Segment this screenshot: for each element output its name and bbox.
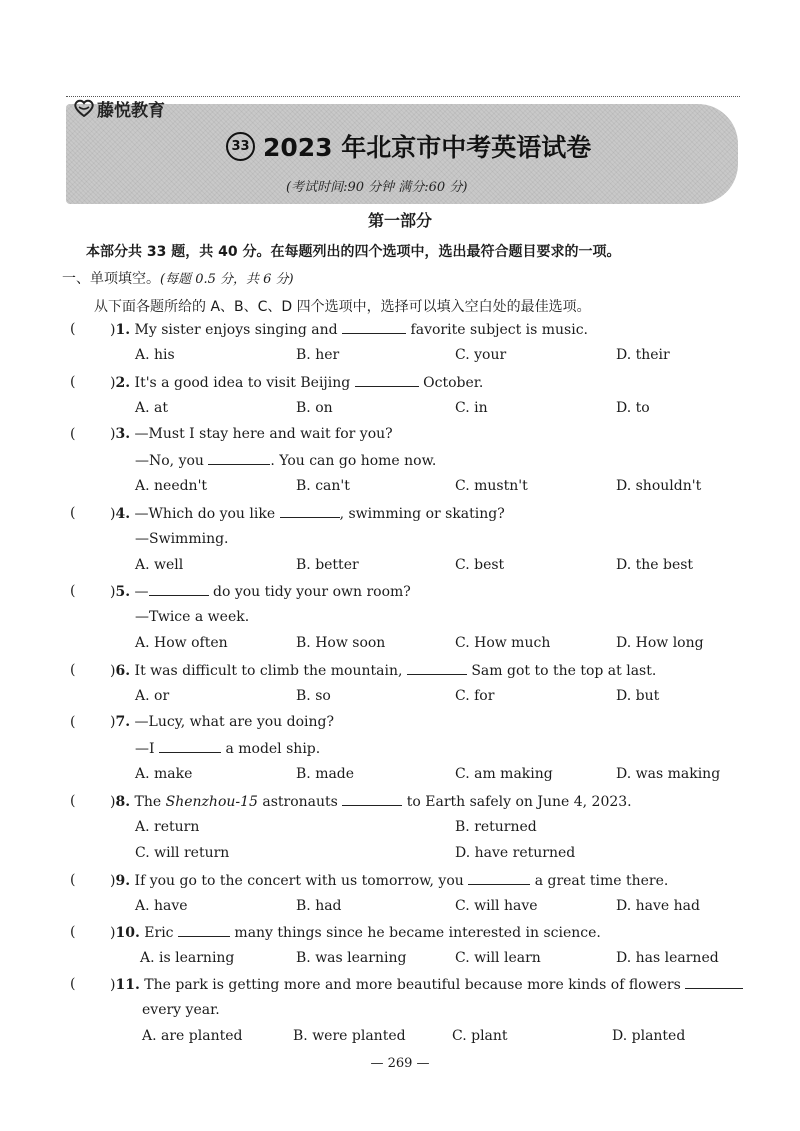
question-1: )1. My sister enjoys singing and favorite subject is music. [110, 322, 589, 338]
option-d[interactable]: D. their [616, 347, 670, 363]
part-title: 第一部分 [367, 211, 432, 230]
question-3: )3. —Must I stay here and wait for you? [110, 426, 393, 442]
option-c[interactable]: C. will have [455, 898, 538, 914]
answer-paren: ( [70, 662, 76, 678]
brand-logo [74, 96, 165, 120]
question-4-reply: —Swimming. [135, 531, 229, 547]
section-note: (每题 0.5 分，共 6 分) [160, 272, 294, 287]
exam-info: (考试时间:90 分钟 满分:60 分) [286, 180, 468, 195]
question-5-reply: —Twice a week. [135, 609, 250, 625]
option-b[interactable]: B. were planted [293, 1028, 406, 1044]
option-b[interactable]: B. returned [455, 819, 537, 835]
option-d[interactable]: D. was making [616, 766, 721, 782]
option-b[interactable]: B. How soon [296, 635, 386, 651]
option-b[interactable]: B. had [296, 898, 342, 914]
answer-blank[interactable] [342, 321, 406, 334]
answer-blank[interactable] [178, 924, 230, 937]
answer-paren: ( [70, 793, 76, 809]
section-heading-text: 一、单项填空。 [62, 271, 160, 287]
option-a[interactable]: A. make [135, 766, 193, 782]
option-b[interactable]: B. on [296, 400, 333, 416]
option-a[interactable]: A. his [135, 347, 175, 363]
option-d[interactable]: D. have returned [455, 845, 576, 861]
exam-title-text: 2023 年北京市中考英语试卷 [263, 133, 592, 162]
answer-blank[interactable] [407, 662, 467, 675]
answer-blank[interactable] [159, 740, 221, 753]
answer-paren: ( [70, 872, 76, 888]
question-3-reply: —No, you . You can go home now. [135, 453, 437, 469]
option-b[interactable]: B. can't [296, 478, 350, 494]
option-b[interactable]: B. so [296, 688, 331, 704]
answer-blank[interactable] [685, 976, 743, 989]
answer-paren: ( [70, 321, 76, 337]
answer-blank[interactable] [280, 505, 340, 518]
option-a[interactable]: A. have [135, 898, 188, 914]
option-d[interactable]: D. to [616, 400, 650, 416]
question-6: )6. It was difficult to climb the mountain, Sam got to the top at last. [110, 663, 657, 679]
answer-blank[interactable] [208, 452, 270, 465]
option-a[interactable]: A. or [135, 688, 170, 704]
option-c[interactable]: C. in [455, 400, 488, 416]
question-8: )8. The Shenzhou-15 astronauts to Earth safely on June 4, 2023. [110, 794, 632, 810]
answer-blank[interactable] [149, 583, 209, 596]
option-c[interactable]: C. for [455, 688, 495, 704]
option-a[interactable]: A. How often [135, 635, 228, 651]
answer-paren: ( [70, 505, 76, 521]
answer-paren: ( [70, 583, 76, 599]
page-number: — 269 — [370, 1056, 430, 1071]
logo-text: 藤悦教育 [97, 100, 165, 121]
answer-paren: ( [70, 976, 76, 992]
answer-blank[interactable] [342, 793, 402, 806]
question-7: )7. —Lucy, what are you doing? [110, 714, 335, 730]
option-a[interactable]: A. at [135, 400, 168, 416]
question-7-reply: —I a model ship. [135, 741, 321, 757]
option-a[interactable]: A. are planted [142, 1028, 243, 1044]
option-c[interactable]: C. will return [135, 845, 230, 861]
option-c[interactable]: C. plant [452, 1028, 508, 1044]
option-b[interactable]: B. better [296, 557, 359, 573]
header-dotted-rule [66, 96, 740, 99]
option-c[interactable]: C. am making [455, 766, 553, 782]
option-c[interactable]: C. will learn [455, 950, 541, 966]
answer-paren: ( [70, 374, 76, 390]
option-b[interactable]: B. was learning [296, 950, 407, 966]
question-2: )2. It's a good idea to visit Beijing October. [110, 375, 484, 391]
question-9: )9. If you go to the concert with us tomorrow, you a great time there. [110, 873, 669, 889]
option-c[interactable]: C. your [455, 347, 507, 363]
question-11: )11. The park is getting more and more beautiful because more kinds of flowers [110, 976, 743, 993]
heart-logo-icon [74, 99, 94, 117]
option-c[interactable]: C. mustn't [455, 478, 528, 494]
option-d[interactable]: D. have had [616, 898, 700, 914]
option-c[interactable]: C. How much [455, 635, 551, 651]
option-d[interactable]: D. shouldn't [616, 478, 702, 494]
option-c[interactable]: C. best [455, 557, 505, 573]
exam-number-badge: 33 [226, 132, 255, 161]
answer-blank[interactable] [468, 872, 530, 885]
option-d[interactable]: D. but [616, 688, 660, 704]
option-a[interactable]: A. return [135, 819, 200, 835]
option-b[interactable]: B. made [296, 766, 355, 782]
answer-blank[interactable] [355, 374, 419, 387]
answer-paren: ( [70, 924, 76, 940]
option-d[interactable]: D. has learned [616, 950, 719, 966]
option-d[interactable]: D. How long [616, 635, 704, 651]
question-11-continued: every year. [142, 1002, 220, 1018]
question-4: )4. —Which do you like , swimming or skating? [110, 506, 505, 522]
option-a[interactable]: A. is learning [140, 950, 235, 966]
part-intro: 本部分共 33 题，共 40 分。在每题列出的四个选项中，选出最符合题目要求的一项。 [86, 244, 621, 260]
option-a[interactable]: A. well [135, 557, 184, 573]
option-a[interactable]: A. needn't [135, 478, 208, 494]
section-heading [62, 268, 294, 288]
question-10: )10. Eric many things since he became interested in science. [110, 925, 601, 941]
option-d[interactable]: D. planted [612, 1028, 686, 1044]
section-instruction: 从下面各题所给的 A、B、C、D 四个选项中，选择可以填入空白处的最佳选项。 [94, 299, 591, 315]
answer-paren: ( [70, 426, 76, 442]
answer-paren: ( [70, 714, 76, 730]
option-b[interactable]: B. her [296, 347, 340, 363]
exam-title [226, 128, 591, 164]
question-5: )5. — do you tidy your own room? [110, 584, 411, 600]
option-d[interactable]: D. the best [616, 557, 694, 573]
